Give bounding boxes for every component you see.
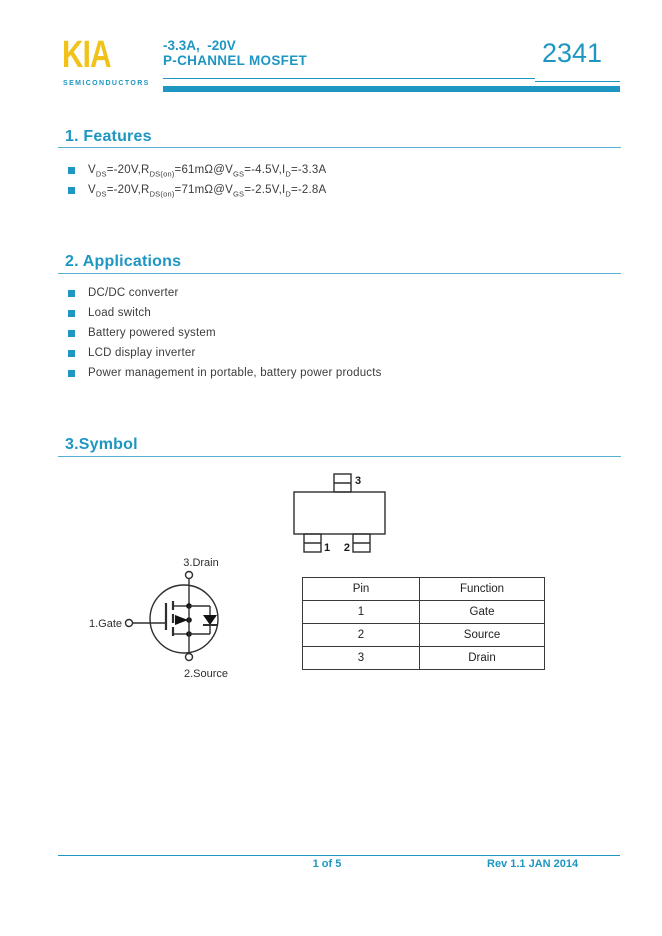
spec-subscript: GS [232,189,245,199]
bullet-square-icon [68,167,75,174]
gate-terminal-label: 1.Gate [88,618,122,630]
brand-tagline: SEMICONDUCTORS [63,80,150,87]
application-item [68,363,382,383]
application-label: LCD display inverter [88,347,196,359]
function-cell: Drain [420,647,545,670]
drain-terminal-label: 3.Drain [183,557,219,569]
spec-subscript: GS [232,169,245,179]
part-number: 2341 [541,38,603,68]
bullet-square-icon [68,290,75,297]
package-outline-drawing [280,464,400,560]
pin-cell: 2 [303,624,420,647]
bullet-square-icon [68,187,75,194]
application-item [68,303,382,323]
part-type: P-CHANNEL MOSFET [163,53,308,68]
spec-segment: =-4.5V,I [244,164,286,176]
body-diode-icon [203,615,217,625]
package-pin2-number: 2 [343,542,350,554]
features-heading: 1. Features [65,128,152,145]
feature-spec-text [88,164,327,179]
spec-segment: =71mΩ@V [174,184,233,196]
spec-segment: V [88,164,96,176]
applications-underline [58,273,621,274]
gate-terminal-node [126,620,133,627]
spec-subscript: DS [95,169,107,179]
table-header-row [303,578,545,601]
application-label: Load switch [88,307,151,319]
features-list [68,160,326,200]
package-pin1-number: 1 [324,542,331,554]
spec-segment: V [88,184,96,196]
applications-list [68,283,382,383]
pin-cell: 1 [303,601,420,624]
feature-spec-text [88,184,327,199]
spec-segment: =-3.3A [290,164,327,176]
function-cell: Source [420,624,545,647]
feature-item [68,180,326,200]
source-terminal-label: 2.Source [183,668,229,680]
application-item [68,323,382,343]
spec-segment: =-20V,R [106,164,150,176]
spec-segment: =-2.5V,I [244,184,286,196]
function-cell: Gate [420,601,545,624]
table-row [303,647,545,670]
application-label: Power management in portable, battery power products [88,367,382,379]
spec-subscript: DS [95,189,107,199]
header-accent-bar [163,86,620,92]
spec-subscript: D [285,169,291,179]
symbol-heading: 3.Symbol [65,436,138,453]
revision-label: Rev 1.1 JAN 2014 [487,858,579,870]
spec-subscript: DS(on) [149,189,175,199]
body-arrow-icon [175,615,188,625]
header-rule-left [163,78,535,79]
footer-rule [58,855,620,856]
spec-subscript: DS(on) [149,169,175,179]
feature-item [68,160,326,180]
application-item [68,283,382,303]
source-terminal-node [186,654,193,661]
drain-terminal-node [186,572,193,579]
bullet-square-icon [68,350,75,357]
spec-segment: =61mΩ@V [174,164,233,176]
package-body [294,492,385,534]
application-label: DC/DC converter [88,287,179,299]
table-row [303,601,545,624]
application-label: Battery powered system [88,327,216,339]
bullet-square-icon [68,330,75,337]
pin-function-table [302,577,545,670]
mosfet-symbol-drawing [80,552,240,688]
features-underline [58,147,621,148]
package-pin3-number: 3 [355,475,362,487]
page-indicator: 1 of 5 [312,858,342,870]
bullet-square-icon [68,310,75,317]
spec-segment: =-20V,R [106,184,150,196]
table-row [303,624,545,647]
pin-column-header: Pin [303,578,420,601]
symbol-underline [58,456,621,457]
spec-subscript: D [285,189,291,199]
applications-heading: 2. Applications [65,253,182,270]
part-rating: -3.3A, -20V [163,38,236,53]
application-item [68,343,382,363]
bullet-square-icon [68,370,75,377]
pin-cell: 3 [303,647,420,670]
function-column-header: Function [420,578,545,601]
spec-segment: =-2.8A [290,184,327,196]
header-rule-right [535,81,620,82]
brand-logo: KIA [62,34,111,76]
